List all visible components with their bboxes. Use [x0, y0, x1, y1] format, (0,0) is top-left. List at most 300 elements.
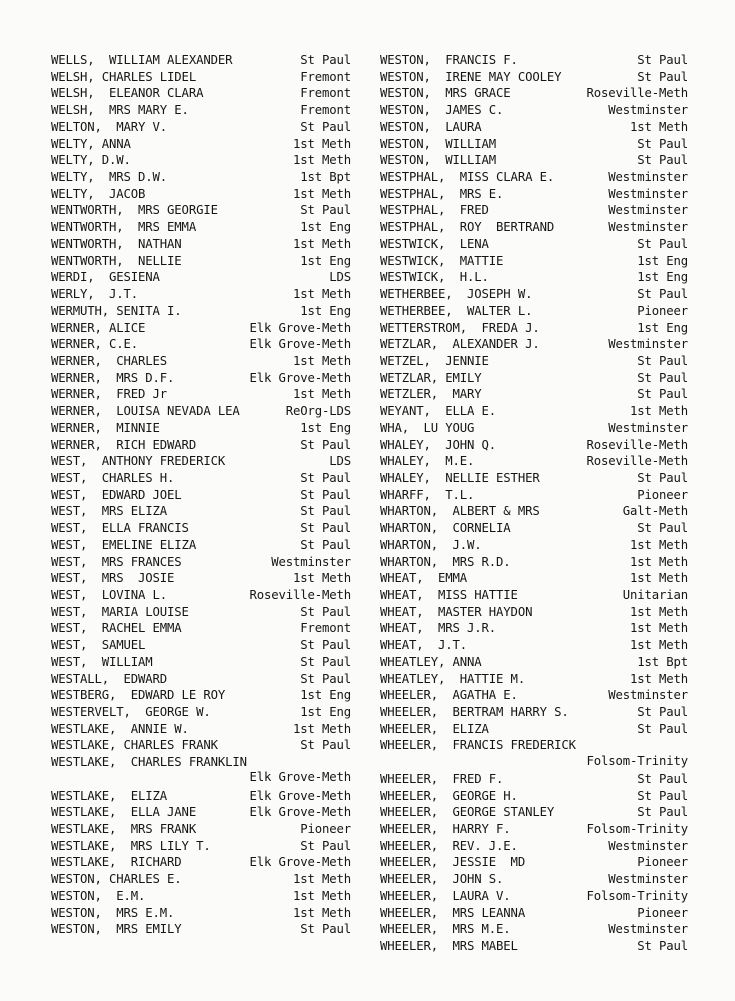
- directory-entry: [380, 52, 688, 69]
- directory-entry: [380, 253, 688, 270]
- directory-entry: [51, 420, 351, 437]
- entry-church: Westminster: [608, 337, 688, 352]
- directory-entry: [51, 236, 351, 253]
- entry-name: WEST, MRS FRANCES: [51, 554, 182, 569]
- directory-entry: [380, 453, 688, 470]
- entry-church: 1st Eng: [300, 253, 351, 268]
- directory-entry: [380, 604, 688, 621]
- entry-name: WESTON, LAURA: [380, 119, 482, 134]
- entry-church: Westminster: [271, 554, 351, 569]
- entry-name: WHEAT, MISS HATTIE: [380, 588, 518, 602]
- directory-entry: [380, 687, 688, 704]
- entry-name: WEST, MARIA LOUISE: [51, 604, 189, 619]
- entry-church: St Paul: [300, 922, 351, 937]
- directory-entry: [51, 888, 351, 905]
- directory-entry: [51, 637, 351, 654]
- entry-name: WESTLAKE, ANNIE W.: [51, 721, 189, 736]
- entry-name: WEST, SAMUEL: [51, 638, 146, 653]
- entry-name: WESTLAKE, ELLA JANE: [51, 805, 197, 820]
- entry-church: Elk Grove-Meth: [249, 770, 351, 785]
- directory-entry: [380, 888, 688, 905]
- entry-name: WETZLAR, ALEXANDER J.: [380, 337, 540, 352]
- directory-entry: [380, 370, 688, 387]
- entry-church: St Paul: [637, 153, 688, 168]
- entry-church: 1st Eng: [300, 220, 351, 235]
- entry-name: WHARTON, J.W.: [380, 537, 482, 552]
- directory-entry: [51, 320, 351, 337]
- entry-name: WHALEY, NELLIE ESTHER: [380, 470, 540, 485]
- entry-church: 1st Meth: [629, 119, 688, 134]
- entry-church: 1st Eng: [300, 303, 351, 318]
- entry-church: St Paul: [637, 771, 688, 786]
- entry-church: Roseville-Meth: [586, 86, 688, 101]
- entry-name: WHEELER, REV. J.E.: [380, 838, 518, 853]
- directory-entry: [51, 788, 351, 805]
- directory-entry: [51, 437, 351, 454]
- entry-church: 1st Meth: [292, 571, 351, 586]
- entry-church: St Paul: [637, 353, 688, 368]
- entry-church: Folsom-Trinity: [586, 753, 688, 768]
- directory-entry: [51, 186, 351, 203]
- directory-entry: [380, 905, 688, 922]
- entry-church: St Paul: [637, 370, 688, 385]
- entry-name: WEST, RACHEL EMMA: [51, 621, 182, 636]
- directory-entry: [51, 403, 351, 420]
- entry-name: WESTWICK, MATTIE: [380, 253, 504, 268]
- entry-name: WESTPHAL, MISS CLARA E.: [380, 170, 555, 185]
- directory-entry: [51, 85, 351, 102]
- directory-entry: [380, 236, 688, 253]
- entry-church: St Paul: [300, 437, 351, 452]
- entry-name: WEST, MRS JOSIE: [51, 571, 175, 586]
- entry-name: WERDI, GESIENA: [51, 270, 160, 285]
- entry-church: Westminster: [608, 170, 688, 185]
- entry-church: 1st Eng: [300, 688, 351, 703]
- entry-name: WESTLAKE, CHARLES FRANK: [51, 738, 218, 753]
- entry-church: LDS: [329, 454, 351, 469]
- entry-name: WEST, CHARLES H.: [51, 470, 175, 485]
- entry-name: WETHERBEE, JOSEPH W.: [380, 287, 533, 302]
- entry-church: 1st Meth: [292, 236, 351, 251]
- entry-church: St Paul: [300, 654, 351, 669]
- entry-name: WHEAT, J.T.: [380, 638, 468, 653]
- directory-entry: [51, 152, 351, 169]
- entry-name: WERNER, FRED Jr: [51, 387, 168, 402]
- entry-name: WERLY, J.T.: [51, 287, 139, 302]
- directory-entry: [380, 69, 688, 86]
- directory-entry: [380, 620, 688, 637]
- entry-name: WESTON, IRENE MAY COOLEY: [380, 69, 562, 84]
- entry-church: 1st Meth: [629, 638, 688, 653]
- entry-church: 1st Eng: [300, 705, 351, 720]
- directory-entry: [51, 370, 351, 387]
- directory-entry: [51, 503, 351, 520]
- entry-church: St Paul: [300, 638, 351, 653]
- entry-church: 1st Meth: [629, 537, 688, 552]
- directory-entry: [380, 854, 688, 871]
- entry-church: 1st Meth: [292, 353, 351, 368]
- entry-name: WENTWORTH, NELLIE: [51, 253, 182, 268]
- entry-church: 1st Bpt: [300, 170, 351, 185]
- entry-name: WETHERBEE, WALTER L.: [380, 303, 533, 318]
- entry-name: WENTWORTH, MRS GEORGIE: [51, 203, 218, 218]
- directory-entry: [380, 403, 688, 420]
- directory-entry: [51, 253, 351, 270]
- entry-name: WEST, WILLIAM: [51, 654, 153, 669]
- directory-entry: [51, 69, 351, 86]
- entry-church: 1st Meth: [292, 287, 351, 302]
- entry-name: WERMUTH, SENITA I.: [51, 303, 182, 318]
- entry-church: 1st Eng: [300, 420, 351, 435]
- entry-name: WESTON, FRANCIS F.: [380, 53, 518, 67]
- directory-entry: [380, 102, 688, 119]
- entry-name: WELTON, MARY V.: [51, 119, 168, 134]
- entry-church: St Paul: [300, 604, 351, 619]
- directory-entry: [380, 487, 688, 504]
- entry-church: LDS: [329, 270, 351, 285]
- entry-name: WHARTON, ALBERT & MRS: [380, 504, 540, 519]
- directory-entry: [380, 503, 688, 520]
- directory-entry: [51, 671, 351, 688]
- directory-entry: [380, 202, 688, 219]
- directory-entry: [380, 637, 688, 654]
- entry-name: WESTWICK, LENA: [380, 236, 489, 251]
- entry-church: Fremont: [300, 621, 351, 636]
- directory-entry: [51, 202, 351, 219]
- entry-name: WHEELER, AGATHA E.: [380, 688, 518, 703]
- entry-church: 1st Meth: [292, 888, 351, 903]
- left-column: [51, 52, 351, 938]
- entry-name: WESTON, MRS EMILY: [51, 922, 182, 937]
- directory-entry: [380, 570, 688, 587]
- entry-name: WHEELER, GEORGE STANLEY: [380, 805, 555, 820]
- directory-entry: [51, 905, 351, 922]
- directory-entry: [51, 721, 351, 738]
- entry-name: WHARTON, CORNELIA: [380, 521, 511, 536]
- directory-entry: [380, 470, 688, 487]
- entry-name: WESTPHAL, MRS E.: [380, 186, 504, 201]
- entry-church: Westminster: [608, 186, 688, 201]
- directory-entry: [51, 620, 351, 637]
- entry-name: WESTLAKE, MRS FRANK: [51, 822, 197, 837]
- directory-entry: [51, 269, 351, 286]
- entry-name: WESTPHAL, FRED: [380, 203, 489, 218]
- entry-name: WHEELER, BERTRAM HARRY S.: [380, 705, 569, 720]
- directory-entry: [380, 420, 688, 437]
- directory-entry: [380, 938, 688, 955]
- entry-church: Pioneer: [637, 487, 688, 502]
- entry-church: 1st Meth: [292, 721, 351, 736]
- entry-church: St Paul: [300, 119, 351, 134]
- entry-church: 1st Eng: [637, 270, 688, 285]
- directory-entry: [380, 838, 688, 855]
- entry-name: WHEELER, MRS M.E.: [380, 922, 511, 937]
- entry-church: 1st Meth: [629, 404, 688, 419]
- directory-entry: [380, 303, 688, 320]
- directory-entry: [51, 554, 351, 571]
- entry-church: St Paul: [637, 705, 688, 720]
- entry-name: WESTON, E.M.: [51, 888, 146, 903]
- entry-church: Fremont: [300, 69, 351, 84]
- entry-name: WENTWORTH, NATHAN: [51, 236, 182, 251]
- directory-entry: [51, 704, 351, 721]
- entry-name: WESTON, MRS E.M.: [51, 905, 175, 920]
- directory-entry: [380, 737, 688, 770]
- directory-entry: [380, 437, 688, 454]
- entry-name: WHEELER, GEORGE H.: [380, 788, 518, 803]
- entry-name: WHEELER, LAURA V.: [380, 888, 511, 903]
- entry-church: Westminster: [608, 838, 688, 853]
- entry-church: Roseville-Meth: [249, 588, 351, 602]
- entry-church: St Paul: [300, 203, 351, 218]
- entry-church: Elk Grove-Meth: [249, 370, 351, 385]
- entry-church: 1st Meth: [629, 604, 688, 619]
- entry-church: Elk Grove-Meth: [249, 805, 351, 820]
- entry-name: WESTLAKE, CHARLES FRANKLIN: [51, 755, 247, 770]
- entry-church: Elk Grove-Meth: [249, 855, 351, 870]
- entry-church: 1st Meth: [292, 186, 351, 201]
- directory-entry: [380, 871, 688, 888]
- directory-entry: [380, 788, 688, 805]
- entry-name: WHEELER, MRS MABEL: [380, 939, 518, 954]
- entry-church: Westminster: [608, 103, 688, 118]
- directory-entry: [380, 554, 688, 571]
- directory-entry: [380, 320, 688, 337]
- entry-name: WHEELER, ELIZA: [380, 721, 489, 736]
- directory-entry: [380, 186, 688, 203]
- entry-church: St Paul: [637, 387, 688, 402]
- entry-name: WETZLAR, EMILY: [380, 370, 482, 385]
- entry-church: Westminster: [608, 872, 688, 887]
- entry-church: ReOrg-LDS: [285, 404, 351, 419]
- entry-church: 1st Meth: [629, 621, 688, 636]
- entry-church: Westminster: [608, 220, 688, 235]
- entry-church: Galt-Meth: [622, 504, 688, 519]
- directory-entry: [380, 771, 688, 788]
- entry-name: WENTWORTH, MRS EMMA: [51, 220, 197, 235]
- entry-name: WHEAT, EMMA: [380, 571, 468, 586]
- entry-name: WELSH, ELEANOR CLARA: [51, 86, 204, 101]
- directory-entry: [51, 754, 351, 787]
- entry-church: St Paul: [637, 521, 688, 536]
- directory-entry: [380, 353, 688, 370]
- entry-church: St Paul: [637, 136, 688, 151]
- entry-church: Folsom-Trinity: [586, 888, 688, 903]
- directory-entry: [380, 921, 688, 938]
- directory-entry: [51, 386, 351, 403]
- entry-name: WELSH, CHARLES LIDEL: [51, 69, 197, 84]
- entry-church: 1st Meth: [292, 136, 351, 151]
- entry-name: WESTON, JAMES C.: [380, 103, 504, 118]
- entry-church: Westminster: [608, 688, 688, 703]
- entry-church: Roseville-Meth: [586, 454, 688, 469]
- directory-entry: [51, 102, 351, 119]
- directory-entry: [51, 303, 351, 320]
- entry-church: Unitarian: [622, 588, 688, 602]
- entry-church: 1st Eng: [637, 253, 688, 268]
- directory-entry: [51, 453, 351, 470]
- entry-church: Elk Grove-Meth: [249, 320, 351, 335]
- entry-church: St Paul: [637, 69, 688, 84]
- directory-entry: [380, 537, 688, 554]
- directory-entry: [380, 386, 688, 403]
- entry-church: St Paul: [300, 671, 351, 686]
- right-column: [380, 52, 688, 955]
- entry-name: WEST, LOVINA L.: [51, 588, 168, 602]
- directory-entry: [51, 470, 351, 487]
- entry-name: WHEELER, FRED F.: [380, 771, 504, 786]
- entry-name: WELLS, WILLIAM ALEXANDER: [51, 53, 233, 67]
- directory-entry: [51, 854, 351, 871]
- directory-entry: [51, 520, 351, 537]
- entry-name: WERNER, RICH EDWARD: [51, 437, 197, 452]
- directory-entry: [380, 169, 688, 186]
- entry-name: WEST, EDWARD JOEL: [51, 487, 182, 502]
- entry-church: St Paul: [300, 470, 351, 485]
- directory-entry: [51, 119, 351, 136]
- directory-entry: [380, 587, 688, 604]
- entry-church: Roseville-Meth: [586, 437, 688, 452]
- entry-church: St Paul: [300, 521, 351, 536]
- entry-name: WESTON, MRS GRACE: [380, 86, 511, 101]
- entry-church: 1st Meth: [292, 153, 351, 168]
- entry-church: Elk Grove-Meth: [249, 788, 351, 803]
- entry-name: WHEELER, HARRY F.: [380, 822, 511, 837]
- directory-entry: [51, 537, 351, 554]
- entry-name: WERNER, CHARLES: [51, 353, 168, 368]
- entry-church: St Paul: [637, 805, 688, 820]
- entry-name: WERNER, ALICE: [51, 320, 146, 335]
- entry-name: WHA, LU YOUG: [380, 420, 475, 435]
- directory-entry: [51, 286, 351, 303]
- directory-entry: [380, 119, 688, 136]
- entry-church: 1st Meth: [292, 387, 351, 402]
- entry-name: WELTY, ANNA: [51, 136, 131, 151]
- directory-entry: [51, 570, 351, 587]
- entry-church: St Paul: [300, 53, 351, 67]
- entry-church: Westminster: [608, 203, 688, 218]
- directory-entry: [51, 136, 351, 153]
- directory-entry: [51, 219, 351, 236]
- entry-church: St Paul: [300, 504, 351, 519]
- directory-entry: [51, 336, 351, 353]
- entry-name: WERNER, MRS D.F.: [51, 370, 175, 385]
- directory-entry: [51, 604, 351, 621]
- entry-church: St Paul: [300, 537, 351, 552]
- entry-name: WEYANT, ELLA E.: [380, 404, 497, 419]
- entry-church: St Paul: [300, 487, 351, 502]
- entry-name: WELSH, MRS MARY E.: [51, 103, 189, 118]
- entry-church: 1st Meth: [629, 571, 688, 586]
- directory-entry: [380, 520, 688, 537]
- entry-name: WESTWICK, H.L.: [380, 270, 489, 285]
- entry-church: St Paul: [637, 53, 688, 67]
- directory-entry: [51, 654, 351, 671]
- directory-entry: [51, 821, 351, 838]
- directory-entry: [380, 821, 688, 838]
- entry-name: WESTALL, EDWARD: [51, 671, 168, 686]
- directory-entry: [51, 487, 351, 504]
- entry-name: WESTLAKE, ELIZA: [51, 788, 168, 803]
- entry-name: WETTERSTROM, FREDA J.: [380, 320, 540, 335]
- entry-name: WELTY, D.W.: [51, 153, 131, 168]
- entry-name: WEST, ANTHONY FREDERICK: [51, 454, 226, 469]
- entry-church: St Paul: [637, 721, 688, 736]
- entry-name: WESTPHAL, ROY BERTRAND: [380, 220, 555, 235]
- entry-name: WELTY, JACOB: [51, 186, 146, 201]
- entry-name: WHEELER, FRANCIS FREDERICK: [380, 738, 576, 753]
- entry-church: Pioneer: [637, 905, 688, 920]
- entry-church: 1st Bpt: [637, 654, 688, 669]
- entry-name: WETZLER, MARY: [380, 387, 482, 402]
- entry-name: WESTON, WILLIAM: [380, 136, 497, 151]
- entry-church: 1st Meth: [629, 554, 688, 569]
- directory-entry: [380, 654, 688, 671]
- entry-name: WELTY, MRS D.W.: [51, 170, 168, 185]
- directory-entry: [51, 169, 351, 186]
- entry-name: WHARTON, MRS R.D.: [380, 554, 511, 569]
- entry-church: St Paul: [637, 287, 688, 302]
- directory-entry: [380, 704, 688, 721]
- directory-entry: [380, 219, 688, 236]
- entry-name: WESTERVELT, GEORGE W.: [51, 705, 211, 720]
- entry-name: WHEAT, MRS J.R.: [380, 621, 497, 636]
- directory-entry: [51, 737, 351, 754]
- entry-name: WESTBERG, EDWARD LE ROY: [51, 688, 226, 703]
- entry-church: 1st Meth: [292, 872, 351, 887]
- entry-church: St Paul: [637, 788, 688, 803]
- entry-church: St Paul: [300, 738, 351, 753]
- entry-name: WESTLAKE, MRS LILY T.: [51, 838, 211, 853]
- entry-name: WESTON, WILLIAM: [380, 153, 497, 168]
- entry-name: WHARFF, T.L.: [380, 487, 475, 502]
- entry-name: WEST, EMELINE ELIZA: [51, 537, 197, 552]
- entry-name: WERNER, LOUISA NEVADA LEA: [51, 404, 240, 419]
- entry-name: WHEATLEY, HATTIE M.: [380, 671, 526, 686]
- directory-entry: [51, 838, 351, 855]
- directory-entry: [51, 587, 351, 604]
- directory-entry: [380, 721, 688, 738]
- entry-church: Fremont: [300, 86, 351, 101]
- entry-name: WHALEY, M.E.: [380, 454, 475, 469]
- directory-entry: [380, 286, 688, 303]
- entry-name: WEST, MRS ELIZA: [51, 504, 168, 519]
- directory-entry: [51, 52, 351, 69]
- directory-entry: [51, 921, 351, 938]
- entry-church: Elk Grove-Meth: [249, 337, 351, 352]
- entry-church: Westminster: [608, 922, 688, 937]
- entry-church: St Paul: [637, 939, 688, 954]
- entry-name: WHEAT, MASTER HAYDON: [380, 604, 533, 619]
- entry-name: WERNER, C.E.: [51, 337, 139, 352]
- entry-name: WESTLAKE, RICHARD: [51, 855, 182, 870]
- directory-entry: [380, 671, 688, 688]
- entry-church: St Paul: [637, 236, 688, 251]
- entry-name: WESTON, CHARLES E.: [51, 872, 182, 887]
- directory-entry: [51, 871, 351, 888]
- entry-name: WERNER, MINNIE: [51, 420, 160, 435]
- entry-name: WHEELER, JESSIE MD: [380, 855, 526, 870]
- directory-entry: [51, 687, 351, 704]
- entry-name: WETZEL, JENNIE: [380, 353, 489, 368]
- entry-church: 1st Meth: [292, 905, 351, 920]
- directory-entry: [51, 353, 351, 370]
- directory-entry: [380, 804, 688, 821]
- entry-church: Pioneer: [300, 822, 351, 837]
- entry-church: Fremont: [300, 103, 351, 118]
- entry-church: Pioneer: [637, 303, 688, 318]
- entry-name: WHALEY, JOHN Q.: [380, 437, 497, 452]
